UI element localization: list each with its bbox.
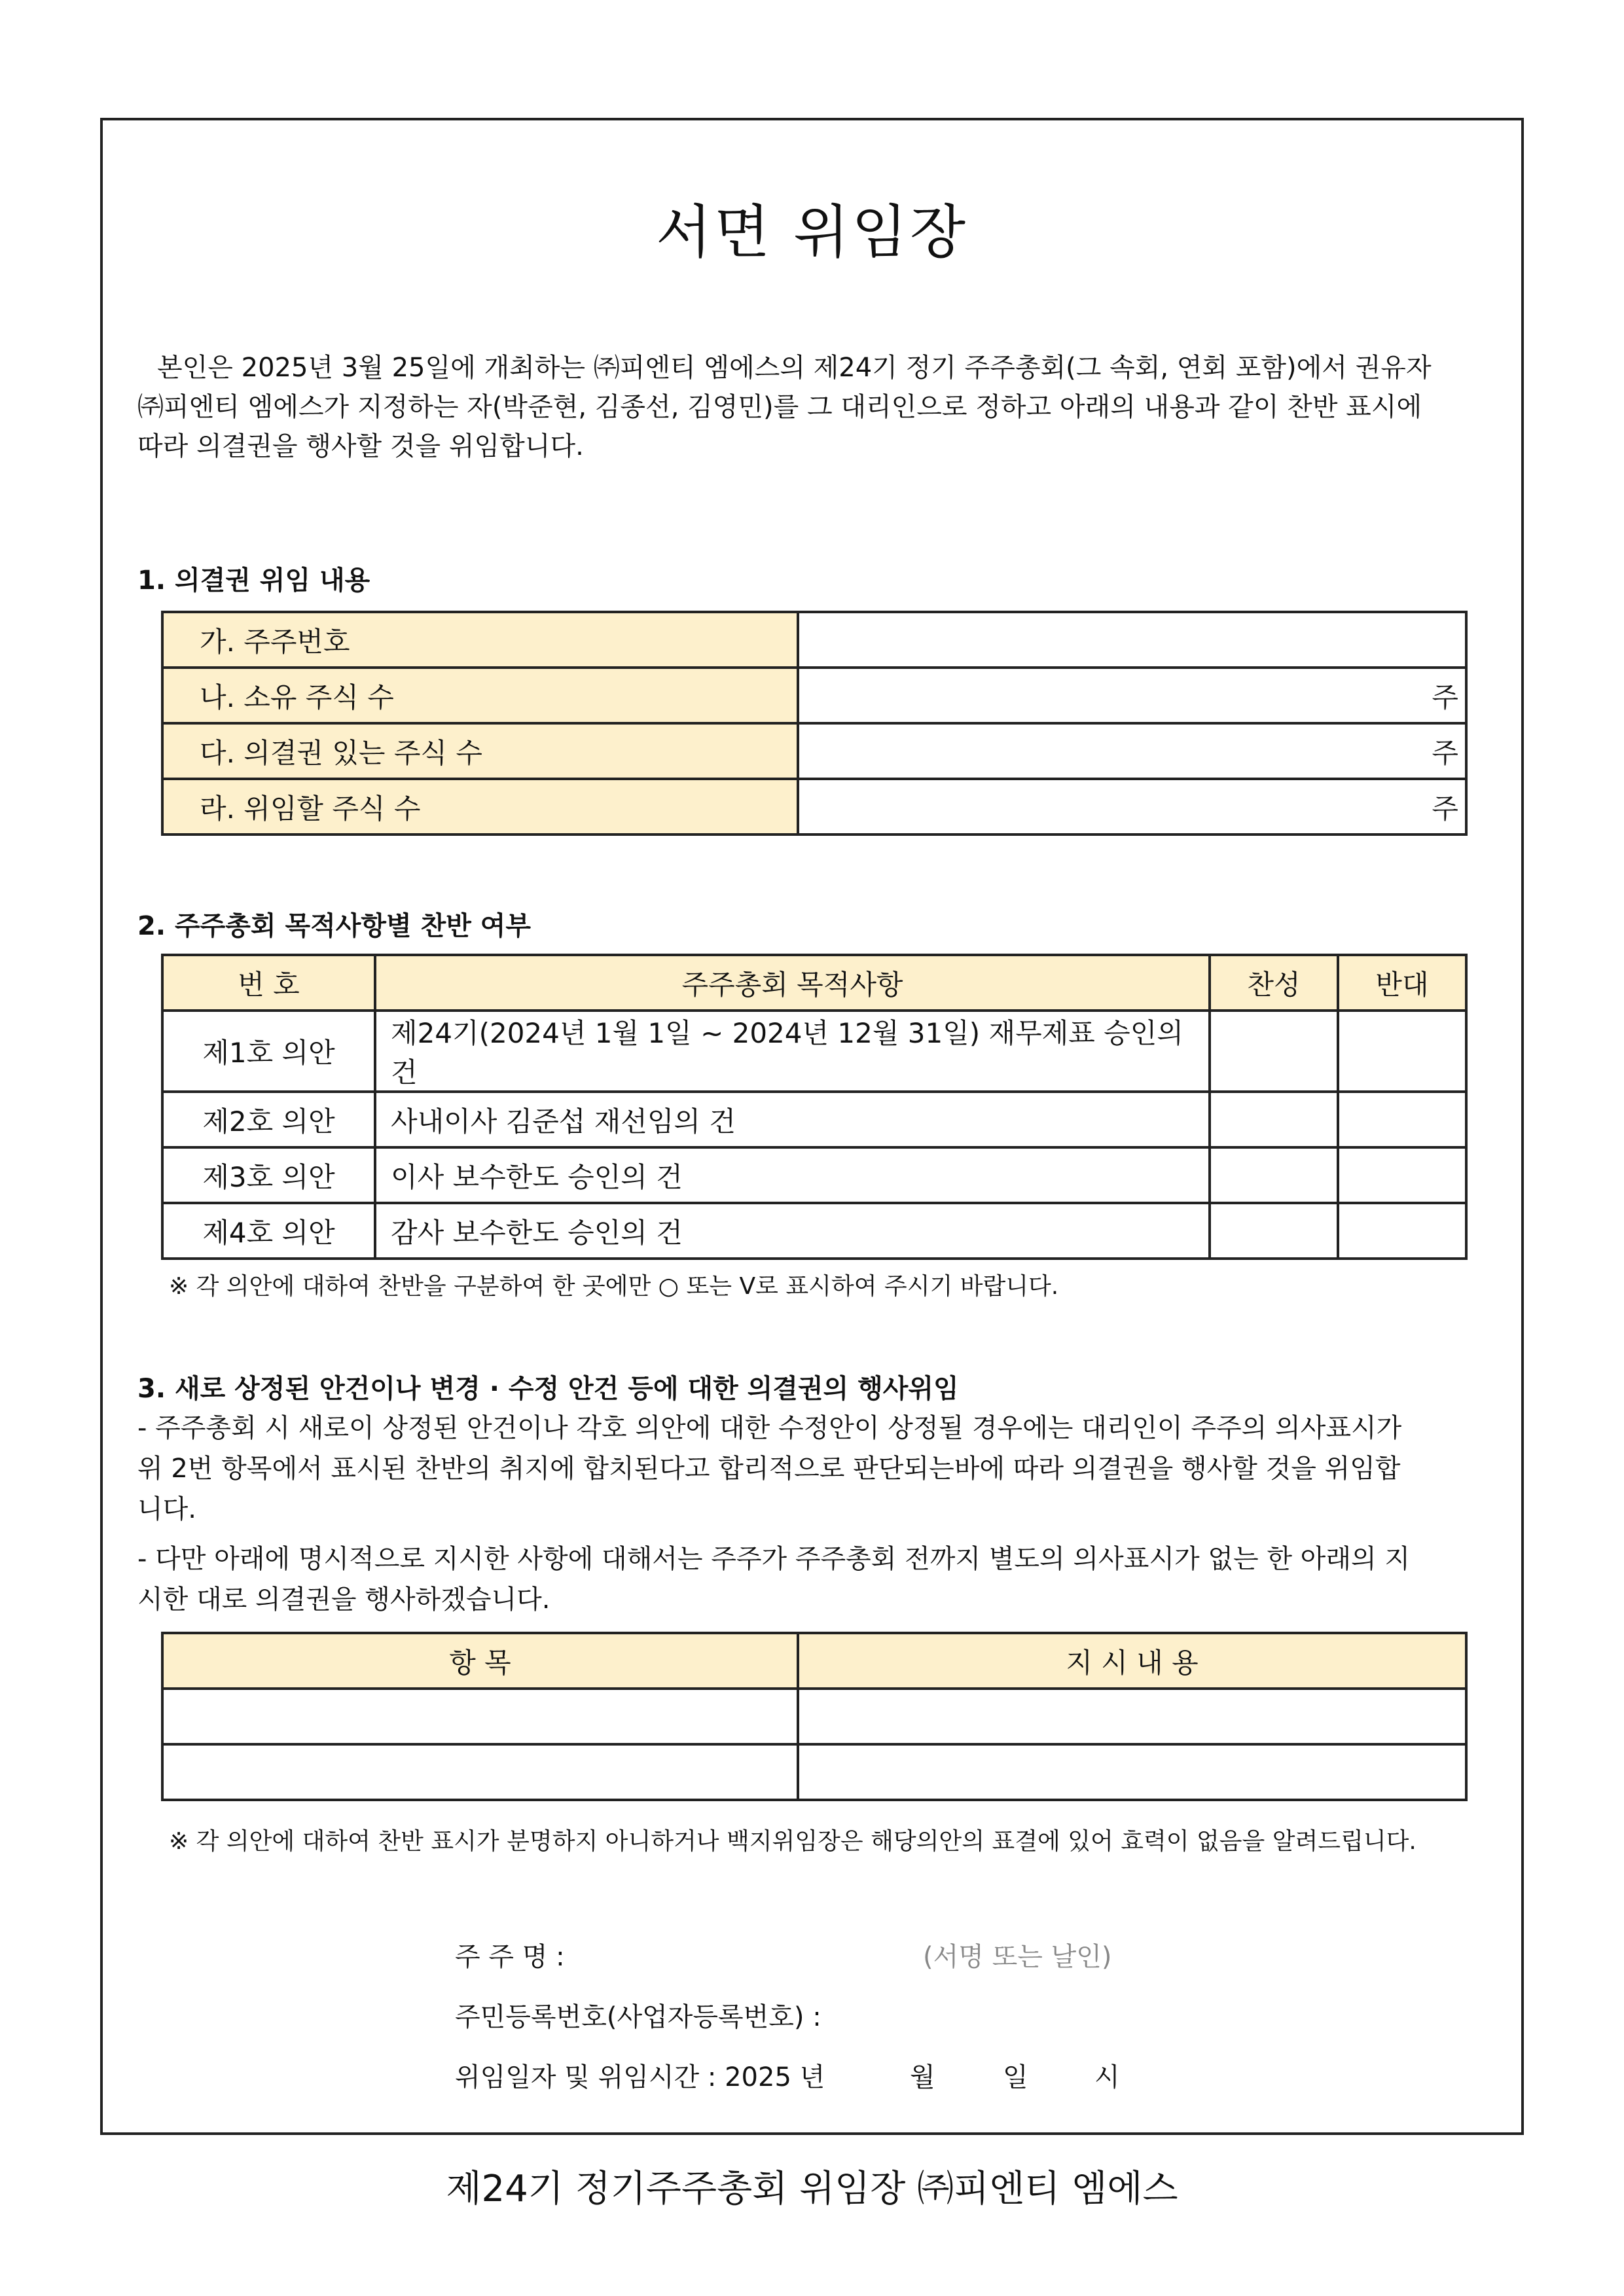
month-label: 월 [910,2062,935,2092]
approve-checkbox[interactable] [1210,1011,1338,1092]
agenda-table [161,954,1468,1260]
table-row [162,779,1466,834]
voting-shares-field[interactable]: 주 [798,723,1466,779]
column-header: 항 목 [162,1633,798,1689]
agenda-number: 제2호 의안 [162,1092,375,1147]
column-header: 지 시 내 용 [798,1633,1466,1689]
section-3-paragraph-1-line-2: 위 2번 항목에서 표시된 찬반의 취지에 합치된다고 합리적으로 판단되는바에 따라 의결권을 행사할 것을 위임합 [137,1454,1401,1484]
section-3-paragraph-2-line-1: - 다만 아래에 명시적으로 지시한 사항에 대해서는 주주가 주주총회 전까지 별도의 의사표시가 없는 한 아래의 지 [137,1544,1410,1574]
table-row [162,668,1466,723]
agenda-number: 제1호 의안 [162,1011,375,1092]
instruction-content-field[interactable] [798,1744,1466,1800]
agenda-item: 제24기(2024년 1월 1일 ~ 2024년 12월 31일) 재무제표 승인의 건 [375,1011,1210,1092]
agenda-number: 제4호 의안 [162,1203,375,1259]
day-label: 일 [1003,2062,1028,2092]
agenda-item: 이사 보수한도 승인의 건 [375,1147,1210,1203]
table-row [162,1092,1466,1147]
agenda-number: 제3호 의안 [162,1147,375,1203]
delegation-table [161,611,1468,836]
intro-line-2: ㈜피엔티 엠에스가 지정하는 자(박준현, 김종선, 김영민)를 그 대리인으로 정하고 아래의 내용과 같이 찬반 표시에 [137,392,1422,422]
section-3-paragraph-1-line-3: 니다. [137,1494,196,1524]
approve-checkbox[interactable] [1210,1203,1338,1259]
table-header-row [162,1633,1466,1689]
row-label: 라. 위임할 주식 수 [162,779,798,834]
oppose-checkbox[interactable] [1338,1011,1466,1092]
signature-hint: (서명 또는 날인) [923,1942,1112,1972]
section-3-paragraph-1-line-1: - 주주총회 시 새로이 상정된 안건이나 각호 의안에 대한 수정안이 상정될 경우에는 대리인이 주주의 의사표시가 [137,1413,1402,1443]
registration-number-label: 주민등록번호(사업자등록번호) : [455,2002,821,2032]
delegated-shares-field[interactable]: 주 [798,779,1466,834]
instruction-item-field[interactable] [162,1689,798,1744]
table-row [162,1203,1466,1259]
table-row [162,612,1466,668]
shareholder-name-label: 주 주 명 : [455,1942,565,1972]
column-header: 찬성 [1210,955,1338,1011]
table-row [162,1147,1466,1203]
shareholder-number-field[interactable] [798,612,1466,668]
approve-checkbox[interactable] [1210,1092,1338,1147]
row-label: 가. 주주번호 [162,612,798,668]
section-3-note: ※ 각 의안에 대하여 찬반 표시가 분명하지 아니하거나 백지위임장은 해당의안의 표결에 있어 효력이 없음을 알려드립니다. [169,1828,1416,1855]
intro-line-3: 따라 의결권을 행사할 것을 위임합니다. [137,431,584,461]
column-header: 반대 [1338,955,1466,1011]
delegation-date-label: 위임일자 및 위임시간 : 2025 년 [455,2062,825,2092]
row-label: 나. 소유 주식 수 [162,668,798,723]
column-header: 주주총회 목적사항 [375,955,1210,1011]
section-2-note: ※ 각 의안에 대하여 찬반을 구분하여 한 곳에만 ○ 또는 V로 표시하여 주시기 바랍니다. [169,1273,1059,1300]
column-header: 번 호 [162,955,375,1011]
row-label: 다. 의결권 있는 주식 수 [162,723,798,779]
table-header-row [162,955,1466,1011]
approve-checkbox[interactable] [1210,1147,1338,1203]
oppose-checkbox[interactable] [1338,1147,1466,1203]
table-row [162,1011,1466,1092]
agenda-item: 사내이사 김준섭 재선임의 건 [375,1092,1210,1147]
owned-shares-field[interactable]: 주 [798,668,1466,723]
intro-line-1: 본인은 2025년 3월 25일에 개최하는 ㈜피엔티 엠에스의 제24기 정기 주주총회(그 속회, 연회 포함)에서 권유자 [157,353,1432,383]
oppose-checkbox[interactable] [1338,1092,1466,1147]
hour-label: 시 [1094,2062,1120,2092]
oppose-checkbox[interactable] [1338,1203,1466,1259]
agenda-item: 감사 보수한도 승인의 건 [375,1203,1210,1259]
section-3-paragraph-2-line-2: 시한 대로 의결권을 행사하겠습니다. [137,1585,550,1615]
document-footer: 제24기 정기주주총회 위임장 ㈜피엔티 엠에스 [446,2168,1178,2210]
instruction-content-field[interactable] [798,1689,1466,1744]
table-row [162,1689,1466,1744]
instruction-table [161,1632,1468,1801]
table-row [162,1744,1466,1800]
section-3-heading: 3. 새로 상정된 안건이나 변경 · 수정 안건 등에 대한 의결권의 행사위임 [137,1374,959,1404]
document-title: 서면 위임장 [655,198,968,266]
instruction-item-field[interactable] [162,1744,798,1800]
table-row [162,723,1466,779]
section-2-heading: 2. 주주총회 목적사항별 찬반 여부 [137,911,532,941]
section-1-heading: 1. 의결권 위임 내용 [137,565,370,596]
